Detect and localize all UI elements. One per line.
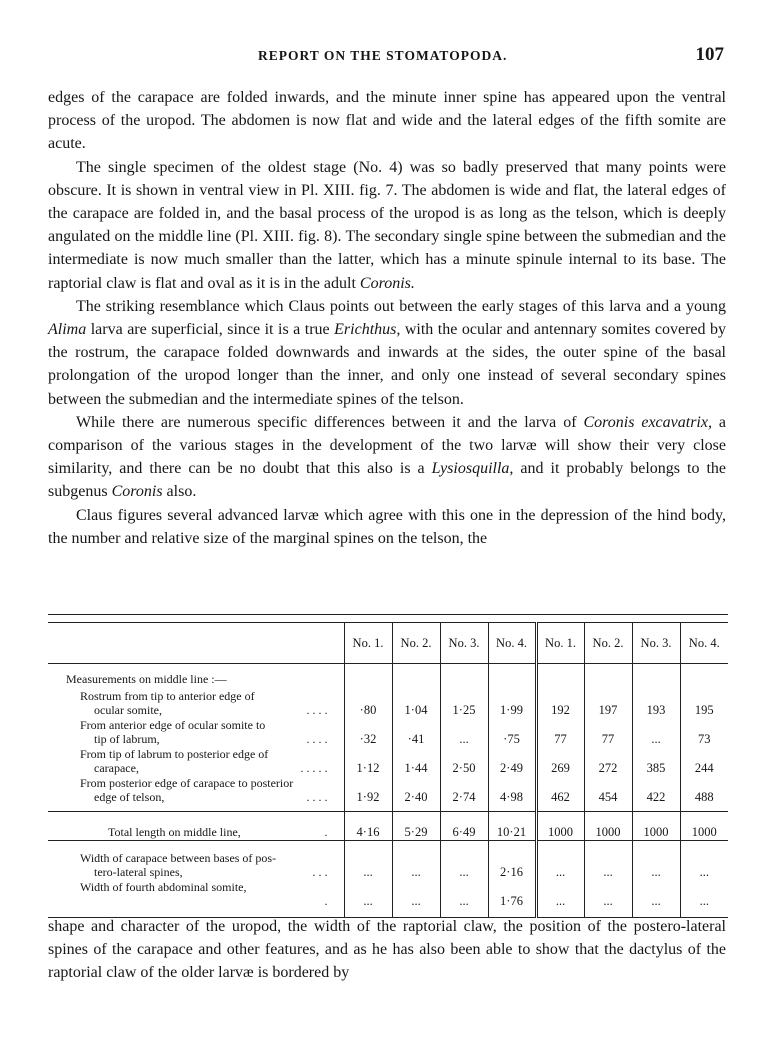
table-cell: ...: [344, 840, 392, 880]
table-cell: ...: [392, 840, 440, 880]
table-cell: 4·98: [488, 776, 536, 805]
col-header: No. 2.: [392, 623, 440, 664]
table-cell: 197: [584, 687, 632, 718]
table-cell: 1000: [584, 811, 632, 840]
table-cell: 1000: [536, 811, 584, 840]
table-cell: 1·92: [344, 776, 392, 805]
table-cell: ·80: [344, 687, 392, 718]
table-cell: 73: [680, 718, 728, 747]
table-cell: 1·04: [392, 687, 440, 718]
table-cell: ...: [632, 718, 680, 747]
table-cell: 1·12: [344, 747, 392, 776]
table-cell: ...: [632, 840, 680, 880]
table-cell: 2·50: [440, 747, 488, 776]
table-top-rule: [48, 614, 728, 615]
table-cell: ...: [680, 880, 728, 909]
table-row: [48, 747, 728, 776]
section-heading-row: [48, 664, 728, 687]
table-header-row: [48, 623, 728, 664]
table-cell: 4·16: [344, 811, 392, 840]
body-text-bottom: [48, 915, 726, 985]
table-cell: 2·16: [488, 840, 536, 880]
row-label: Width of fourth abdominal somite, .: [80, 879, 328, 908]
section-heading: Measurements on middle line :—: [66, 672, 227, 686]
page-header: [48, 44, 728, 68]
table-cell: ...: [680, 840, 728, 880]
table-cell: 488: [680, 776, 728, 805]
table-cell: 462: [536, 776, 584, 805]
paragraph-1: edges of the carapace are folded inwards, and the minute inner spine has appeared upon the ventral process of the uropod. The abdomen is now flat and wide and the lateral edges of the fifth somite are acute.: [48, 89, 726, 153]
paragraph-6: shape and character of the uropod, the width of the raptorial claw, the position of the postero-lateral spines of the carapace and other features, and as he has also been able to show that the dactylus of the raptorial claw of the older larvæ is bordered by: [48, 918, 726, 982]
running-head: REPORT ON THE STOMATOPODA.: [258, 48, 508, 63]
page-number: 107: [695, 44, 724, 65]
table-cell: ...: [440, 880, 488, 909]
table-cell: ...: [392, 880, 440, 909]
table-cell: 5·29: [392, 811, 440, 840]
table-cell: ·41: [392, 718, 440, 747]
table-cell: 1·25: [440, 687, 488, 718]
paragraph-3: The striking resemblance which Claus points out between the early stages of this larva and a young Alima larva are superficial, since it is a true Erichthus, with the ocular and antennary somites covered by the rostrum, the carapace folded downwards and inwards at the sides, the outer spine of the basal prolongation of the uropod longer than the inner, and only one instead of several secondary spines between the submedian and the intermediate spines of the telson.: [48, 297, 727, 408]
col-header: No. 3.: [440, 623, 488, 664]
table-cell: 2·74: [440, 776, 488, 805]
col-header: No. 4.: [488, 623, 536, 664]
table-cell: 2·40: [392, 776, 440, 805]
table-row: [48, 687, 728, 718]
col-header: No. 1.: [344, 623, 392, 664]
table-row: [48, 840, 728, 880]
table-cell: 6·49: [440, 811, 488, 840]
paragraph-2: The single specimen of the oldest stage (No. 4) was so badly preserved that many points were obscure. It is shown in ventral view in Pl. XIII. fig. 7. The abdomen is wide and flat, the lateral edges of the carapace are folded in, and the basal process of the uropod is as long as the telson, which is deeply angulated on the middle line (Pl. XIII. fig. 8). The secondary single spine between the submedian and the intermediate is now much smaller than the latter, which has a minute spinule internal to its base. The raptorial claw is flat and oval as it is in the adult Coronis.: [48, 158, 726, 292]
table-cell: 195: [680, 687, 728, 718]
table-cell: 1000: [632, 811, 680, 840]
measurements-table: [48, 622, 728, 918]
table-cell: ...: [344, 880, 392, 909]
total-row: [48, 811, 728, 840]
table-cell: ...: [440, 840, 488, 880]
table-row: [48, 776, 728, 805]
table-cell: ...: [536, 880, 584, 909]
table-cell: 77: [536, 718, 584, 747]
row-label: Rostrum from tip to anterior edge of ocular somite, . . . .: [80, 688, 328, 717]
table-cell: 193: [632, 687, 680, 718]
body-text-top: [48, 86, 726, 550]
table-cell: 272: [584, 747, 632, 776]
table-cell: ...: [584, 880, 632, 909]
col-header: No. 3.: [632, 623, 680, 664]
table-cell: 192: [536, 687, 584, 718]
table-cell: ...: [632, 880, 680, 909]
row-label: From tip of labrum to posterior edge of carapace, . . . . .: [80, 746, 328, 775]
col-header: No. 2.: [584, 623, 632, 664]
table-cell: ...: [584, 840, 632, 880]
table-cell: ...: [440, 718, 488, 747]
table-cell: 1000: [680, 811, 728, 840]
row-label: From anterior edge of ocular somite to tip of labrum, . . . .: [80, 717, 328, 746]
row-label: Width of carapace between bases of pos- tero-lateral spines, . . .: [80, 850, 328, 879]
table-cell: 10·21: [488, 811, 536, 840]
table-cell: 77: [584, 718, 632, 747]
table-cell: 244: [680, 747, 728, 776]
table-cell: 385: [632, 747, 680, 776]
table-cell: 454: [584, 776, 632, 805]
table-cell: ...: [536, 840, 584, 880]
table-cell: 1·99: [488, 687, 536, 718]
table-cell: ·32: [344, 718, 392, 747]
row-label: Total length on middle line, .: [48, 811, 344, 840]
table-row: [48, 880, 728, 909]
table-cell: 422: [632, 776, 680, 805]
table-cell: 269: [536, 747, 584, 776]
table-cell: 1·44: [392, 747, 440, 776]
header-blank: [48, 623, 344, 664]
paragraph-4: While there are numerous specific differences between it and the larva of Coronis excavatrix, a comparison of the various stages in the development of the two larvæ will show their very close similarity, and there can be no doubt that this also is a Lysiosquilla, and it probably belongs to the subgenus Coronis also.: [48, 413, 726, 501]
paragraph-5: Claus figures several advanced larvæ which agree with this one in the depression of the hind body, the number and relative size of the marginal spines on the telson, the: [48, 506, 726, 547]
table-cell: 2·49: [488, 747, 536, 776]
col-header: No. 1.: [536, 623, 584, 664]
table-row: [48, 718, 728, 747]
table-cell: 1·76: [488, 880, 536, 909]
row-label: From posterior edge of carapace to posterior edge of telson, . . . .: [80, 775, 328, 804]
table-cell: ·75: [488, 718, 536, 747]
col-header: No. 4.: [680, 623, 728, 664]
